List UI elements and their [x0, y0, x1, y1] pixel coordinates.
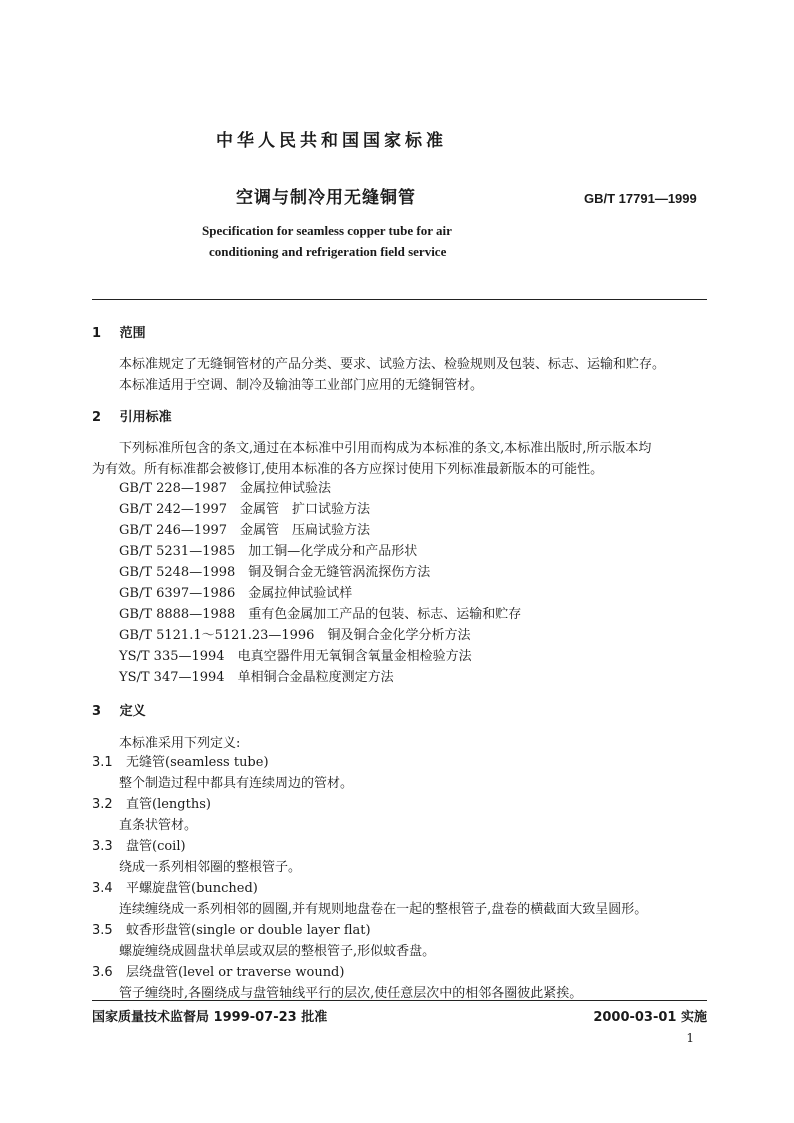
section-number: 1 — [92, 326, 102, 341]
section-3-heading — [92, 700, 146, 719]
paragraph-continuation: 为有效。所有标准都会被修订,使用本标准的各方应探讨使用下列标准最新版本的可能性。 — [92, 462, 604, 477]
definition-term-line — [92, 794, 647, 815]
definition-term: 蚊香形盘管(single or double layer flat) — [126, 923, 371, 938]
section-title: 范围 — [119, 326, 146, 341]
definition-term: 无缝管(seamless tube) — [126, 755, 269, 770]
national-standard-heading: 中华人民共和国国家标准 — [216, 131, 447, 151]
definition-term-line — [92, 920, 647, 941]
header-divider — [92, 299, 707, 300]
definition-term-line — [92, 962, 647, 983]
paragraph: 本标准规定了无缝铜管材的产品分类、要求、试验方法、检验规则及包装、标志、运输和贮存。 — [119, 357, 666, 372]
clause-number: 3.4 — [92, 881, 113, 896]
definition-desc: 直条状管材。 — [119, 818, 198, 833]
clause-number: 3.3 — [92, 839, 113, 854]
clause-number: 3.5 — [92, 923, 113, 938]
reference-item: GB/T 228—1987 金属拉伸试验法 — [119, 481, 332, 496]
section-number: 3 — [92, 704, 102, 719]
footer-divider — [92, 1000, 707, 1001]
english-title-line-2: conditioning and refrigeration field service — [209, 244, 447, 259]
page-number: 1 — [686, 1031, 694, 1045]
clause-number: 3.1 — [92, 755, 113, 770]
reference-list — [119, 478, 521, 688]
section-number: 2 — [92, 410, 102, 425]
paragraph: 本标准适用于空调、制冷及输油等工业部门应用的无缝铜管材。 — [119, 378, 484, 393]
approval-line: 国家质量技术监督局 1999-07-23 批准 — [92, 1010, 328, 1025]
paragraph: 本标准采用下列定义: — [119, 736, 241, 751]
implementation-date: 2000-03-01 实施 — [593, 1010, 707, 1025]
definition-term: 直管(lengths) — [126, 797, 211, 812]
reference-item: YS/T 347—1994 单相铜合金晶粒度测定方法 — [119, 670, 394, 685]
reference-item: GB/T 5231—1985 加工铜—化学成分和产品形状 — [119, 544, 418, 559]
section-title: 定义 — [119, 704, 146, 719]
definition-term-line — [92, 878, 647, 899]
english-title-line-1: Specification for seamless copper tube for air — [202, 223, 452, 238]
clause-number: 3.2 — [92, 797, 113, 812]
definition-term: 平螺旋盘管(bunched) — [126, 881, 258, 896]
section-1-heading — [92, 322, 146, 341]
definition-desc: 绕成一系列相邻圈的整根管子。 — [119, 860, 302, 875]
reference-item: GB/T 5121.1～5121.23—1996 铜及铜合金化学分析方法 — [119, 628, 471, 643]
definition-term-line — [92, 836, 647, 857]
paragraph: 下列标准所包含的条文,通过在本标准中引用而构成为本标准的条文,本标准出版时,所示版本均 — [119, 441, 652, 456]
definition-term-line — [92, 752, 647, 773]
definition-list — [92, 752, 647, 1004]
document-title: 空调与制冷用无缝铜管 — [236, 188, 416, 208]
reference-item: GB/T 8888—1988 重有色金属加工产品的包装、标志、运输和贮存 — [119, 607, 522, 622]
section-title: 引用标准 — [119, 410, 172, 425]
reference-item: GB/T 242—1997 金属管 扩口试验方法 — [119, 502, 371, 517]
definition-desc: 管子缠绕时,各圈绕成与盘管轴线平行的层次,使任意层次中的相邻各圈彼此紧挨。 — [119, 986, 583, 1001]
definition-desc: 连续缠绕成一系列相邻的圆圈,并有规则地盘卷在一起的整根管子,盘卷的横截面大致呈圆形。 — [119, 902, 648, 917]
reference-item: YS/T 335—1994 电真空器件用无氧铜含氧量金相检验方法 — [119, 649, 472, 664]
reference-item: GB/T 246—1997 金属管 压扁试验方法 — [119, 523, 371, 538]
definition-term: 盘管(coil) — [126, 839, 186, 854]
standard-number: GB/T 17791—1999 — [584, 191, 697, 206]
section-2-heading — [92, 406, 172, 425]
reference-item: GB/T 6397—1986 金属拉伸试验试样 — [119, 586, 353, 601]
definition-desc: 整个制造过程中都具有连续周边的管材。 — [119, 776, 354, 791]
clause-number: 3.6 — [92, 965, 113, 980]
definition-desc: 螺旋缠绕成圆盘状单层或双层的整根管子,形似蚊香盘。 — [119, 944, 436, 959]
reference-item: GB/T 5248—1998 铜及铜合金无缝管涡流探伤方法 — [119, 565, 431, 580]
definition-term: 层绕盘管(level or traverse wound) — [126, 965, 345, 980]
